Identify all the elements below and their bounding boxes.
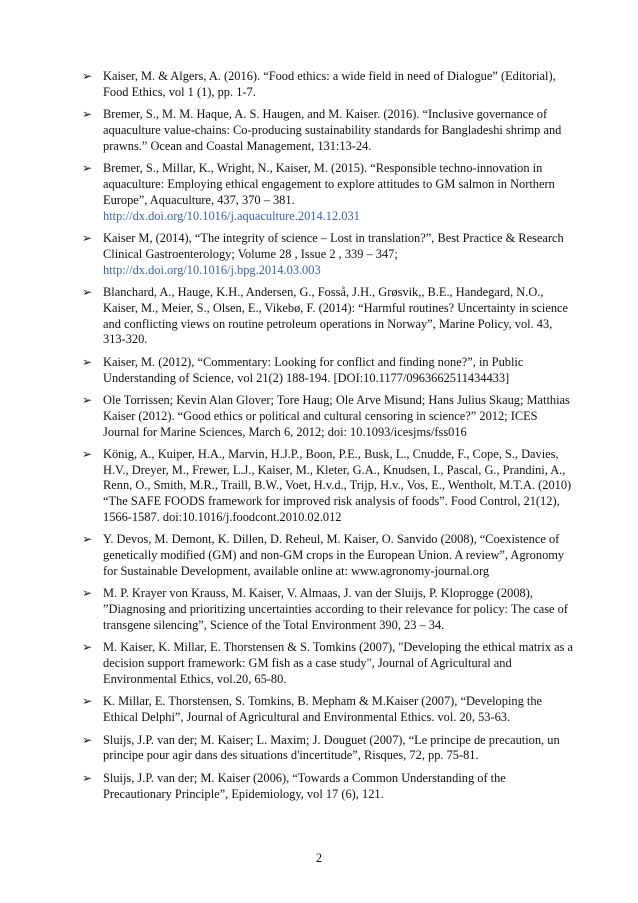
arrow-bullet-icon: ➢ xyxy=(82,770,93,785)
arrow-bullet-icon: ➢ xyxy=(82,586,93,601)
reference-text: Sluijs, J.P. van der; M. Kaiser (2006), “Towards a Common Understanding of the Precautionary Principle”, Epidemiology, vol 17 (6), 121. xyxy=(103,770,506,801)
reference-item xyxy=(82,640,574,687)
reference-text: Kaiser M, (2014), “The integrity of science – Lost in translation?”, Best Practice & Research Clinical Gastroenterology; Volume 28 , Issue 2 , 339 – 347; xyxy=(103,230,564,261)
reference-text: Sluijs, J.P. van der; M. Kaiser; L. Maxim; J. Douguet (2007), “Le principe de precaution, un principe pour agir dans des situations d'incertitude”, Risques, 72, pp. 75-81. xyxy=(103,732,560,763)
reference-text: Kaiser, M. (2012), “Commentary: Looking for conflict and finding none?”, in Public Understanding of Science, vol 21(2) 188-194. [DOI:10.1177/0963662511434433] xyxy=(103,354,524,385)
arrow-bullet-icon: ➢ xyxy=(82,284,93,299)
reference-text: Ole Torrissen; Kevin Alan Glover; Tore Haug; Ole Arve Misund; Hans Julius Skaug; Matthias Kaiser (2012). “Good ethics or political and cultural censoring in science?” 2012; ICES Journal for Marine Sciences, March 6, 2012; doi: 10.1093/icesjms/fss016 xyxy=(103,392,570,439)
reference-doi-link[interactable]: http://dx.doi.org/10.1016/j.aquaculture.2014.12.031 xyxy=(103,208,360,223)
arrow-bullet-icon: ➢ xyxy=(82,446,93,461)
reference-item xyxy=(82,532,574,579)
arrow-bullet-icon: ➢ xyxy=(82,354,93,369)
reference-item xyxy=(82,771,574,803)
arrow-bullet-icon: ➢ xyxy=(82,69,93,83)
reference-item xyxy=(82,231,574,278)
reference-doi-link[interactable]: http://dx.doi.org/10.1016/j.bpg.2014.03.003 xyxy=(103,262,321,277)
reference-item xyxy=(82,355,574,387)
reference-item xyxy=(82,393,574,440)
reference-item xyxy=(82,285,574,348)
arrow-bullet-icon: ➢ xyxy=(82,392,93,407)
reference-list xyxy=(82,69,574,809)
reference-item xyxy=(82,447,574,526)
arrow-bullet-icon: ➢ xyxy=(82,230,93,245)
reference-item xyxy=(82,161,574,224)
arrow-bullet-icon: ➢ xyxy=(82,107,93,122)
arrow-bullet-icon: ➢ xyxy=(82,161,93,176)
reference-text: Blanchard, A., Hauge, K.H., Andersen, G., Fosså, J.H., Grøsvik,, B.E., Handegard, N.O., Kaiser, M., Meier, S., Olsen, E., Vikebø, F. (2014): “Harmful routines? Uncertainty in science and conflicting views on routine petroleum operations in Norway”, Marine Policy, vol. 43, 313-320. xyxy=(103,284,569,347)
reference-item xyxy=(82,107,574,154)
reference-item xyxy=(82,733,574,765)
arrow-bullet-icon: ➢ xyxy=(82,532,93,547)
reference-text: König, A., Kuiper, H.A., Marvin, H.J.P., Boon, P.E., Busk, L., Cnudde, F., Cope, S., Davies, H.V., Dreyer, M., Frewer, L.J., Kaiser, M., Kleter, G.A., Knudsen, I., Pascal, G., Prandini, A., Renn, O., Smith, M.R., Traill, B.W., Voet, H.v.d., Trijp, H.v., Vos, E., Wentholt, M.T.A. (2010) “The SAFE FOODS framework for improved risk analysis of foods”. Food Control, 21(12), 1566-1587. doi:10.1016/j.foodcont.2010.02.012 xyxy=(103,446,572,525)
reference-text: K. Millar, E. Thorstensen, S. Tomkins, B. Mepham & M.Kaiser (2007), “Developing the Ethical Delphi”, Journal of Agricultural and Environmental Ethics. vol. 20, 53-63. xyxy=(103,694,543,725)
reference-text: M. Kaiser, K. Millar, E. Thorstensen & S. Tomkins (2007), "Developing the ethical matrix as a decision support framework: GM fish as a case study", Journal of Agricultural and Environmental Ethics, vol.20, 65-80. xyxy=(103,640,574,687)
reference-item xyxy=(82,694,574,726)
arrow-bullet-icon: ➢ xyxy=(82,640,93,655)
arrow-bullet-icon: ➢ xyxy=(82,694,93,709)
reference-item xyxy=(82,586,574,633)
reference-text: M. P. Krayer von Krauss, M. Kaiser, V. Almaas, J. van der Sluijs, P. Kloprogge (2008), ”Diagnosing and prioritizing uncertainties according to their relevance for policy: The case of transgene silencing”, Science of the Total Environment 390, 23 – 34. xyxy=(103,586,568,633)
reference-text: Bremer, S., M. M. Haque, A. S. Haugen, and M. Kaiser. (2016). “Inclusive governance of aquaculture value-chains: Co-producing sustainability standards for Bangladeshi shrimp and prawns.” Ocean and Coastal Management, 131:13-24. xyxy=(103,107,562,153)
reference-text: Y. Devos, M. Demont, K. Dillen, D. Reheul, M. Kaiser, O. Sanvido (2008), “Coexistence of genetically modified (GM) and non-GM crops in the European Union. A review”, Agronomy for Sustainable Development, available online at: www.agronomy-journal.org xyxy=(103,532,565,579)
page-number: 2 xyxy=(315,851,323,865)
reference-text: Bremer, S., Millar, K., Wright, N., Kaiser, M. (2015). “Responsible techno-innovation in aquaculture: Employing ethical engagement to explore attitudes to GM salmon in Northern Europe”, Aquaculture, 437, 370 – 381. xyxy=(103,161,555,207)
reference-text: Kaiser, M. & Algers, A. (2016). “Food ethics: a wide field in need of Dialogue” (Editorial), Food Ethics, vol 1 (1), pp. 1-7. xyxy=(103,69,556,99)
arrow-bullet-icon: ➢ xyxy=(82,732,93,747)
reference-item xyxy=(82,69,574,101)
